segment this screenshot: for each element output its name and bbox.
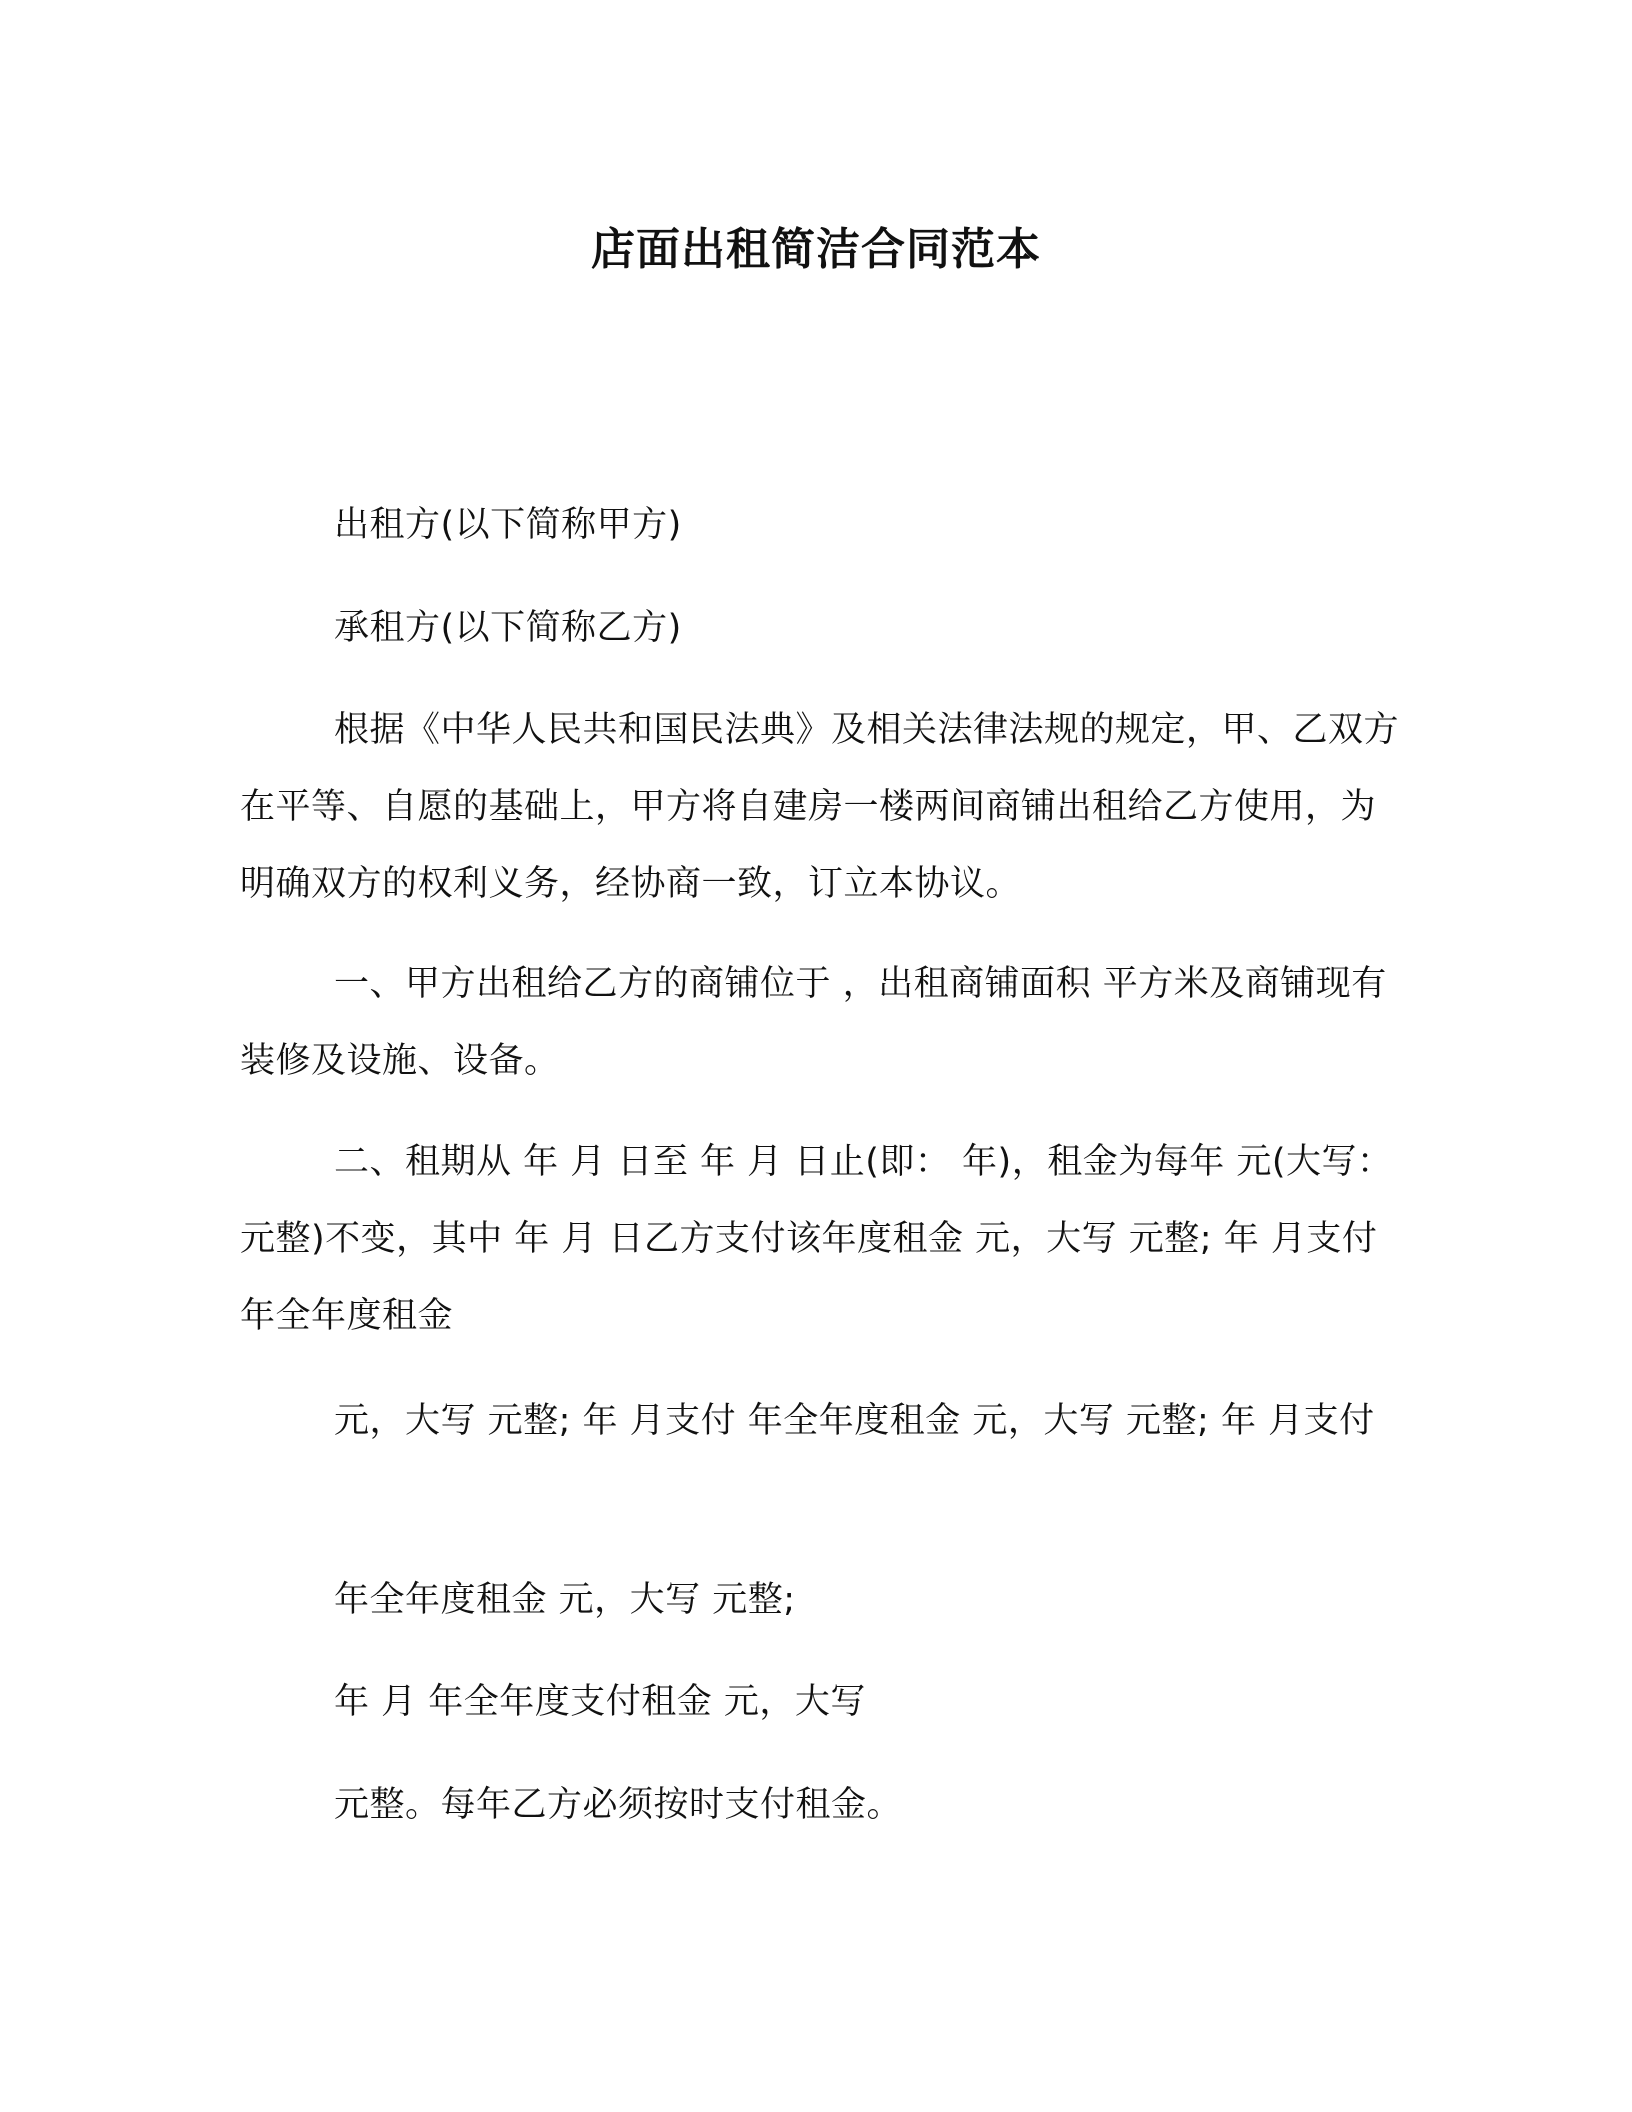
clause-two-continuation: 元整。每年乙方必须按时支付租金。 — [334, 1785, 903, 1825]
legal-basis-paragraph: 根据《中华人民共和国民法典》及相关法律法规的规定，甲、乙双方在平等、自愿的基础上，甲方将自建房一楼两间商铺出租给乙方使用，为明确双方的权利义务，经协商一致，订立本协议。 — [240, 710, 1400, 904]
document-title: 店面出租简洁合同范本 — [591, 224, 1041, 275]
clause-two-continuation: 年 月 年全年度支付租金 元，大写 — [334, 1682, 866, 1722]
clause-one-paragraph: 一、甲方出租给乙方的商铺位于 ，出租商铺面积 平方米及商铺现有装修及设施、设备。 — [240, 964, 1387, 1081]
lessee-line: 承租方(以下简称乙方) — [334, 608, 682, 648]
clause-two-continuation: 年全年度租金 元，大写 元整; — [334, 1580, 796, 1620]
clause-two-continuation: 元，大写 元整; 年 月支付 年全年度租金 元，大写 元整; 年 月支付 — [334, 1401, 1375, 1441]
clause-two-paragraph: 二、租期从 年 月 日至 年 月 日止(即： 年)，租金为每年 元(大写：元整)不变，其中 年 月 日乙方支付该年度租金 元，大写 元整; 年 月支付 年全年度租金 — [240, 1142, 1393, 1336]
lessor-line: 出租方(以下简称甲方) — [334, 505, 682, 545]
